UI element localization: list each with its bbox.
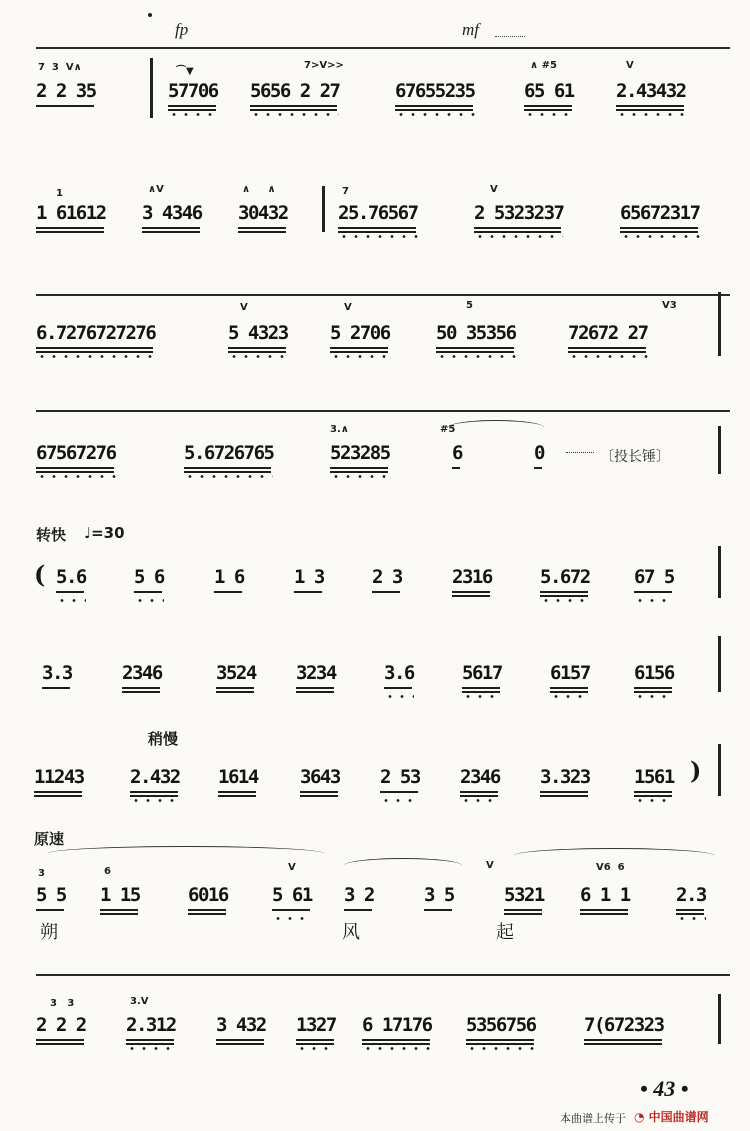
slur: [514, 848, 714, 863]
note-group: 2316: [452, 566, 492, 588]
breath-mark: V: [490, 184, 498, 195]
barline: [718, 994, 721, 1044]
note-group: 7(672323: [584, 1014, 664, 1036]
breath-mark: V: [288, 862, 296, 873]
note-group: 5617: [462, 662, 502, 684]
note-group: 6157: [550, 662, 590, 684]
footer-upload-text: 本曲谱上传于: [560, 1112, 626, 1125]
note-group: 3524: [216, 662, 256, 684]
grace-note: 3 3: [50, 998, 75, 1009]
ornament-mark: ∧ ∧: [242, 184, 276, 195]
barline: [150, 58, 153, 118]
note-group: 3.6: [384, 662, 414, 684]
note-group: 3 2: [344, 884, 374, 906]
note-group: 2 2 2: [36, 1014, 86, 1036]
grace-note: 7: [342, 186, 349, 197]
barline: [718, 426, 721, 474]
breath-mark: V: [486, 860, 494, 871]
note-group: 2 53: [380, 766, 420, 788]
staff-line: [36, 410, 730, 412]
grace-note: 3: [38, 868, 45, 879]
barline: [718, 292, 721, 356]
note-group: 5.6726765: [184, 442, 273, 464]
barline: [718, 636, 721, 692]
ornament-mark: ∧ #5: [530, 60, 557, 71]
dynamic-fp: fp: [175, 20, 189, 39]
barline: [322, 186, 325, 232]
note-group: 523285: [330, 442, 390, 464]
ornament-mark: V6 6: [596, 862, 625, 873]
note-group: 3 4346: [142, 202, 202, 224]
note-group: 2.312: [126, 1014, 176, 1036]
lyric-char: 起: [496, 922, 514, 943]
dynamic-dashes: [495, 36, 525, 37]
note-group: 3643: [300, 766, 340, 788]
note-group: 2 5323237: [474, 202, 563, 224]
slur: [448, 420, 544, 435]
note-group: 30432: [238, 202, 288, 224]
lyric-char: 朔: [40, 922, 58, 943]
note-group: 65672317: [620, 202, 700, 224]
note-group: 5656 2 27: [250, 80, 339, 102]
grace-note: 3.∧: [330, 424, 349, 435]
note-group: 67655235: [395, 80, 475, 102]
note-group: 2 2 35: [36, 80, 96, 102]
note-group: 2.432: [130, 766, 180, 788]
note-group: 6.7276727276: [36, 322, 155, 344]
grace-note: 3.V: [130, 996, 149, 1007]
tempo-slower: 稍慢: [148, 730, 179, 748]
page-number-text: 43: [653, 1076, 676, 1101]
staff-line: [36, 47, 730, 49]
note-group: 11243: [34, 766, 84, 788]
note-group: 2 3: [372, 566, 402, 588]
note-group: 3.323: [540, 766, 590, 788]
breath-mark: V: [240, 302, 248, 313]
staff-line: [36, 974, 730, 976]
note-group: 1 15: [100, 884, 140, 906]
note-group: 1 3: [294, 566, 324, 588]
note-group: 1614: [218, 766, 258, 788]
note-group: 65 61: [524, 80, 574, 102]
note-group: 1327: [296, 1014, 336, 1036]
note-group: 5321: [504, 884, 544, 906]
note-group: 2.43432: [616, 80, 686, 102]
note-group: 5 61: [272, 884, 312, 906]
note-group: 3 432: [216, 1014, 266, 1036]
logo-icon: ◔: [634, 1110, 649, 1124]
note-group: 6 17176: [362, 1014, 432, 1036]
note-group: 3234: [296, 662, 336, 684]
note-group: 5 4323: [228, 322, 288, 344]
slur: [48, 846, 324, 861]
note: 6: [452, 442, 462, 464]
ornament-mark: ∧V: [148, 184, 164, 195]
note-group: 5 2706: [330, 322, 390, 344]
site-name: 中国曲谱网: [648, 1110, 709, 1124]
note-group: 2346: [122, 662, 162, 684]
tempo-marking: 转快: [36, 526, 67, 544]
grace-note: 5: [466, 300, 473, 311]
breath-mark: V: [626, 60, 634, 71]
note-group: 5.672: [540, 566, 590, 588]
note-group: 5.6: [56, 566, 86, 588]
page-number: • 43 •: [640, 1076, 689, 1101]
lyric-char: 风: [342, 922, 360, 943]
rest: 0: [534, 442, 544, 464]
grace-note: 1: [56, 188, 63, 199]
ink-dot: [148, 13, 152, 17]
tempo-value: ♩=30: [84, 524, 125, 542]
note-group: 67 5: [634, 566, 674, 588]
instruction-tou-chang-chui: 〔投长锤〕: [600, 449, 670, 465]
note-group: 57706: [168, 80, 218, 102]
barline: [718, 744, 721, 796]
dynamic-mf: mf: [462, 20, 479, 39]
note-group: 67567276: [36, 442, 116, 464]
note-group: 2.3: [676, 884, 706, 906]
note-group: 6 1 1: [580, 884, 630, 906]
dotted-extension: [566, 452, 594, 453]
note-group: 1 6: [214, 566, 244, 588]
note-group: 5 5: [36, 884, 66, 906]
tempo-original: 原速: [34, 830, 65, 848]
slur: [344, 858, 462, 873]
note-group: 3 5: [424, 884, 454, 906]
site-logo: [634, 1108, 709, 1125]
note-group: 6016: [188, 884, 228, 906]
note-group: 50 35356: [436, 322, 516, 344]
close-paren: ): [690, 756, 702, 785]
grace-note: 6: [104, 866, 111, 877]
ornament-mark: 7>V>>: [304, 60, 344, 71]
note-group: 6156: [634, 662, 674, 684]
note-group: 2346: [460, 766, 500, 788]
open-paren: (: [34, 560, 46, 589]
note-group: 3.3: [42, 662, 72, 684]
note-group: 72672 27: [568, 322, 648, 344]
breath-mark: V3: [662, 300, 677, 311]
staff-line: [36, 294, 730, 296]
breath-mark: V: [344, 302, 352, 313]
grace-note: #5: [440, 424, 456, 435]
note-group: 1 61612: [36, 202, 106, 224]
note-group: 25.76567: [338, 202, 418, 224]
note-group: 1561: [634, 766, 674, 788]
note-group: 5 6: [134, 566, 164, 588]
note-group: 5356756: [466, 1014, 536, 1036]
grace-note: 7 3 V∧: [38, 62, 82, 73]
ornament-mark: ⌒▼: [176, 66, 194, 77]
barline: [718, 546, 721, 598]
